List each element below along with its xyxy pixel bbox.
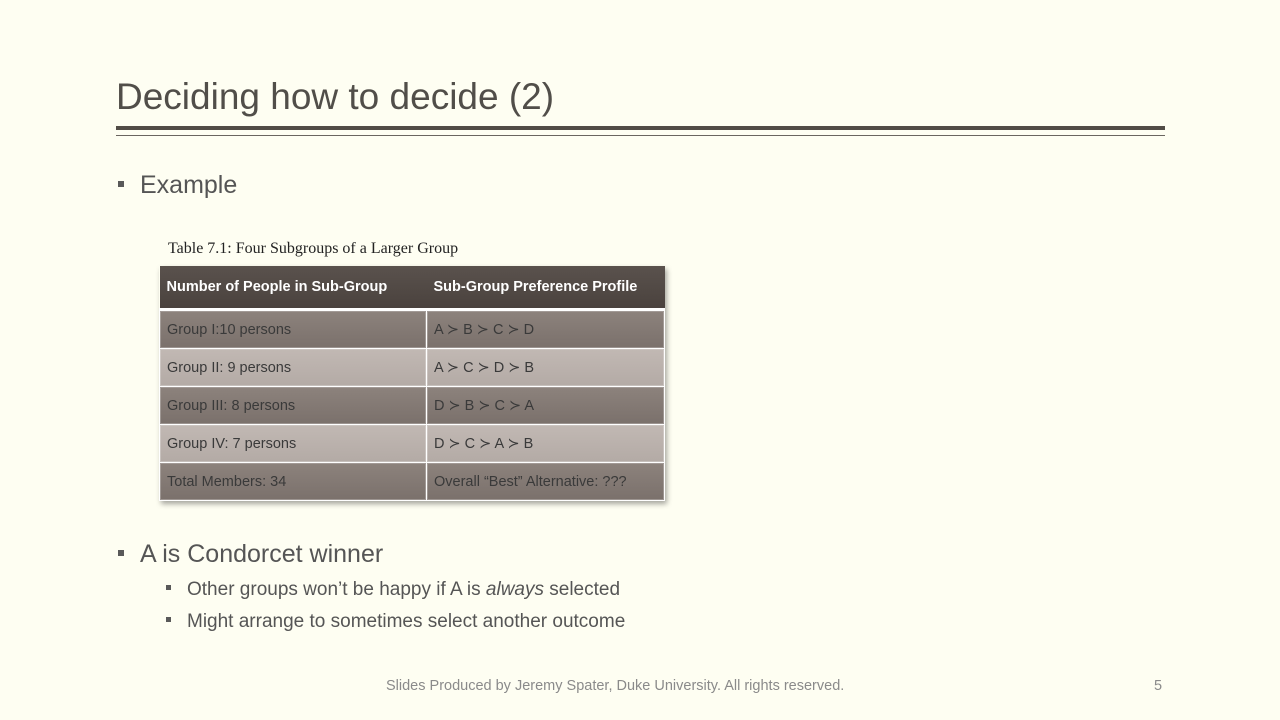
title-divider-thick	[116, 126, 1165, 130]
square-bullet-icon	[118, 550, 124, 556]
table-cell: A ≻ B ≻ C ≻ D	[427, 310, 665, 349]
table-cell: A ≻ C ≻ D ≻ B	[427, 349, 665, 387]
table-cell: D ≻ B ≻ C ≻ A	[427, 387, 665, 425]
table-row	[160, 425, 665, 463]
table-cell: Group I:10 persons	[160, 310, 427, 349]
bullet-condorcet-text: A is Condorcet winner	[140, 540, 384, 568]
sub-bullet-arrange	[166, 611, 625, 633]
table-caption: Table 7.1: Four Subgroups of a Larger Group	[168, 240, 459, 257]
bullet-condorcet	[118, 540, 383, 569]
sub-bullet-arrange-text: Might arrange to sometimes select another outcome	[187, 611, 626, 632]
table-cell: Group III: 8 persons	[160, 387, 427, 425]
sub-bullet-emphasis: always	[485, 579, 544, 600]
table-cell: Group IV: 7 persons	[160, 425, 427, 463]
square-bullet-icon	[166, 585, 171, 590]
table-cell: Group II: 9 persons	[160, 349, 427, 387]
table-cell: Overall “Best” Alternative: ???	[427, 463, 665, 501]
table-row	[160, 387, 665, 425]
preference-table	[159, 266, 665, 501]
square-bullet-icon	[118, 181, 124, 187]
table-row	[160, 310, 665, 349]
header-people: Number of People in Sub-Group	[160, 266, 427, 310]
table-header-row	[160, 266, 665, 310]
sub-bullet-happiness	[166, 579, 620, 601]
table-row	[160, 349, 665, 387]
table-cell: Total Members: 34	[160, 463, 427, 501]
bullet-example-text: Example	[140, 171, 238, 199]
table-row	[160, 463, 665, 501]
title-divider-thin	[116, 135, 1165, 136]
square-bullet-icon	[166, 617, 171, 622]
table-cell: D ≻ C ≻ A ≻ B	[427, 425, 665, 463]
sub-bullet-text-part2: selected	[543, 579, 621, 600]
header-profile: Sub-Group Preference Profile	[427, 266, 665, 310]
bullet-example	[118, 171, 237, 200]
slide-title: Deciding how to decide (2)	[116, 76, 555, 117]
page-number: 5	[1154, 678, 1163, 694]
slide-footer: Slides Produced by Jeremy Spater, Duke University. All rights reserved.	[386, 678, 845, 694]
sub-bullet-text-part1: Other groups won’t be happy if A is	[187, 579, 486, 600]
